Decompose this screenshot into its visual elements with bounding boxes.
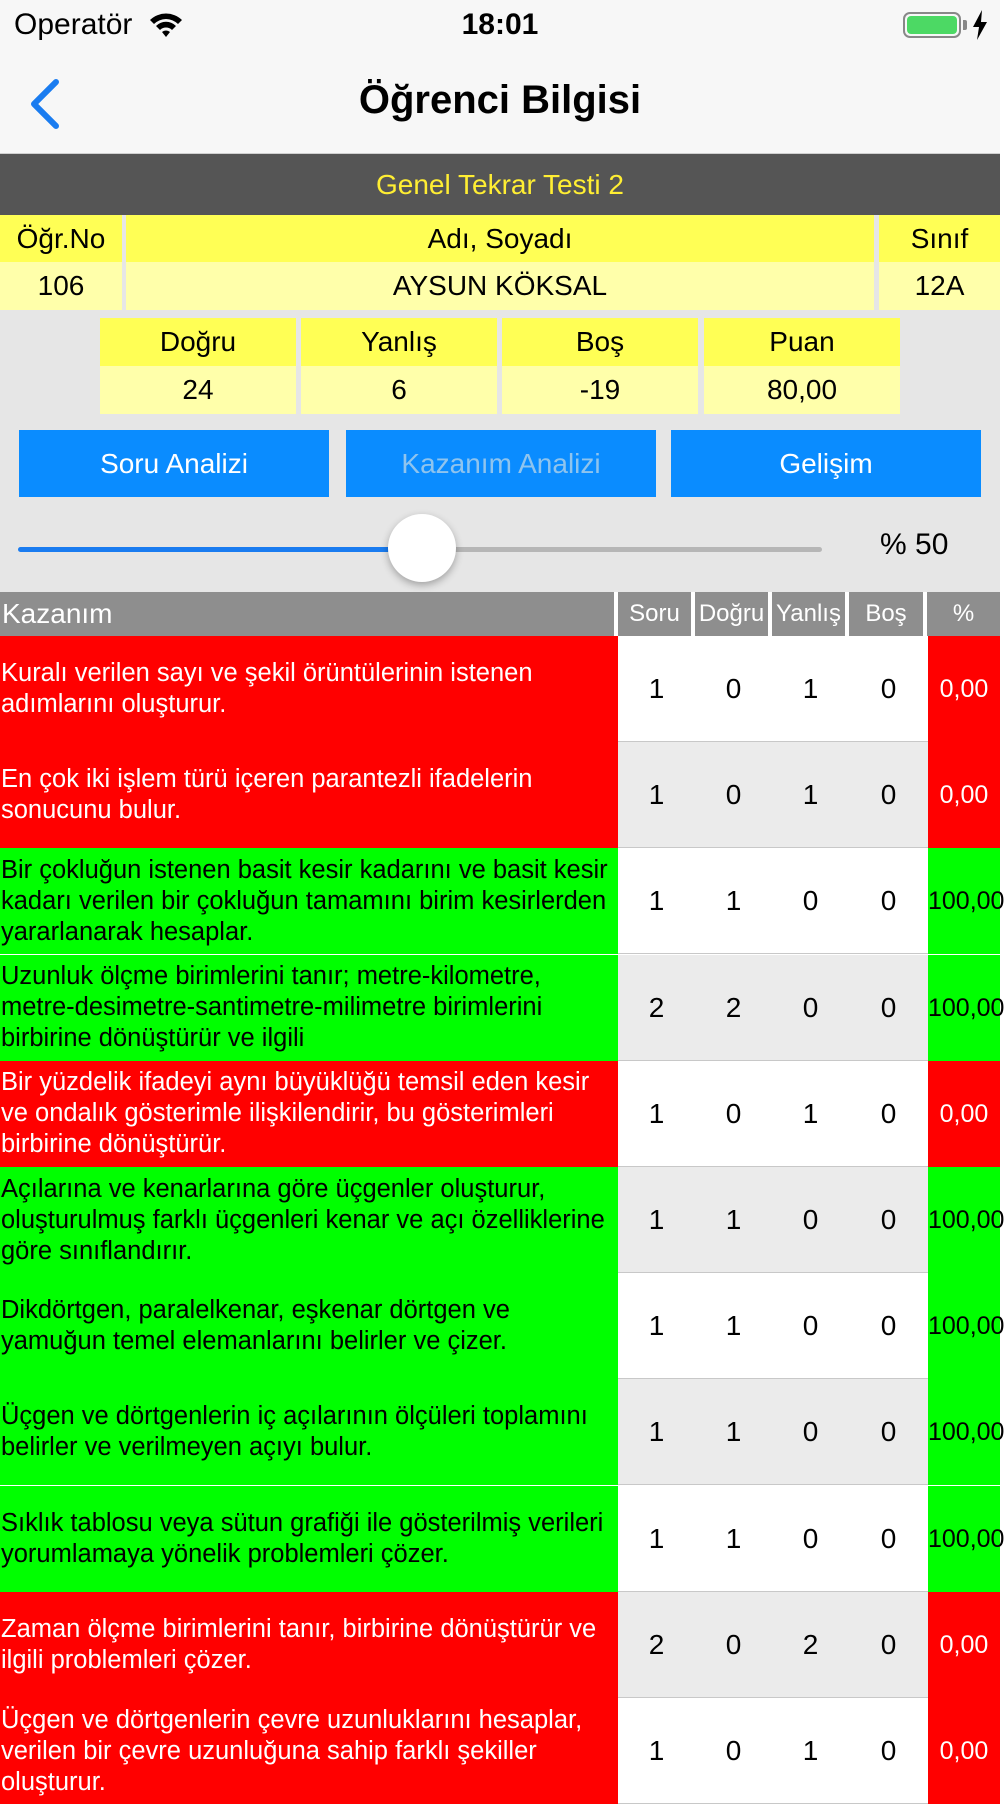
- soru-cell: 1: [618, 1061, 695, 1167]
- yanlis-cell: 1: [772, 742, 849, 848]
- dogru-cell: 2: [695, 955, 772, 1061]
- page-title: Öğrenci Bilgisi: [358, 78, 642, 122]
- percent-cell: 0,00: [928, 742, 1000, 848]
- dogru-cell: 0: [695, 1698, 772, 1804]
- kazanim-text: Üçgen ve dörtgenlerin iç açılarının ölçüleri toplamını belirler ve verilmeyen açıyı bulur.: [0, 1379, 618, 1485]
- gelisim-button[interactable]: Gelişim: [671, 430, 981, 497]
- dogru-cell: 0: [695, 742, 772, 848]
- dogru-cell: 1: [695, 1486, 772, 1592]
- yanlis-cell: 0: [772, 848, 849, 954]
- percent-cell: 100,00: [928, 1486, 1000, 1592]
- bos-cell: 0: [849, 1698, 928, 1804]
- student-no-header: Öğr.No: [0, 215, 122, 262]
- percent-column-header: %: [927, 592, 1000, 636]
- bos-column-header: Boş: [849, 592, 923, 636]
- kazanim-text: Kuralı verilen sayı ve şekil örüntülerinin istenen adımlarını oluşturur.: [0, 636, 618, 742]
- kazanim-text: Açılarına ve kenarlarına göre üçgenler oluşturur, oluşturulmuş farklı üçgenleri kenar ve açı özelliklerine göre sınıflandırır.: [0, 1167, 618, 1273]
- yanlis-value: 6: [301, 366, 497, 414]
- yanlis-cell: 1: [772, 1061, 849, 1167]
- student-name-header: Adı, Soyadı: [126, 215, 874, 262]
- percent-cell: 100,00: [928, 848, 1000, 954]
- soru-cell: 1: [618, 1486, 695, 1592]
- slider-value-label: % 50: [880, 528, 949, 561]
- table-row[interactable]: [0, 1592, 1000, 1698]
- dogru-column-header: Doğru: [695, 592, 768, 636]
- bos-cell: 0: [849, 636, 928, 742]
- table-row[interactable]: [0, 1698, 1000, 1804]
- yanlis-cell: 0: [772, 955, 849, 1061]
- kazanim-text: Bir çokluğun istenen basit kesir kadarını ve basit kesir kadarı verilen bir çokluğun tamamını birim kesirlerden yararlanarak hesaplar.: [0, 848, 618, 954]
- table-row[interactable]: [0, 742, 1000, 848]
- table-row[interactable]: [0, 1061, 1000, 1167]
- table-row[interactable]: [0, 1486, 1004, 1592]
- dogru-cell: 0: [695, 1592, 772, 1698]
- table-row[interactable]: [0, 636, 1000, 742]
- dogru-header: Doğru: [100, 318, 296, 366]
- yanlis-cell: 2: [772, 1592, 849, 1698]
- kazanim-text: Sıklık tablosu veya sütun grafiği ile gösterilmiş verileri yorumlamaya yönelik problemleri çözer.: [0, 1486, 618, 1592]
- table-row[interactable]: [0, 1167, 1004, 1273]
- bos-header: Boş: [502, 318, 698, 366]
- soru-cell: 2: [618, 955, 695, 1061]
- bos-cell: 0: [849, 1061, 928, 1167]
- test-title: Genel Tekrar Testi 2: [0, 154, 1000, 215]
- percent-cell: 100,00: [928, 1167, 1000, 1273]
- soru-cell: 1: [618, 1167, 695, 1273]
- student-no-value: 106: [0, 262, 122, 310]
- student-info-panel: [0, 154, 1000, 592]
- bos-cell: 0: [849, 1167, 928, 1273]
- student-class-value: 12A: [879, 262, 1000, 310]
- soru-cell: 1: [618, 848, 695, 954]
- slider-track-empty[interactable]: [422, 547, 822, 552]
- dogru-cell: 0: [695, 1061, 772, 1167]
- yanlis-cell: 1: [772, 1698, 849, 1804]
- slider-track-filled[interactable]: [18, 547, 422, 552]
- carrier-label: Operatör: [14, 8, 133, 41]
- dogru-cell: 1: [695, 1379, 772, 1485]
- table-row[interactable]: [0, 848, 1004, 954]
- kazanim-text: Bir yüzdelik ifadeyi aynı büyüklüğü temsil eden kesir ve ondalık gösterimle ilişkilendirir, bu gösterimleri birbirine dönüştürür.: [0, 1061, 618, 1167]
- soru-analizi-button[interactable]: Soru Analizi: [19, 430, 329, 497]
- bos-value: -19: [502, 366, 698, 414]
- yanlis-cell: 1: [772, 636, 849, 742]
- yanlis-cell: 0: [772, 1379, 849, 1485]
- puan-header: Puan: [704, 318, 900, 366]
- navigation-bar: [0, 52, 1000, 154]
- student-name-value: AYSUN KÖKSAL: [126, 262, 874, 310]
- table-row[interactable]: [0, 955, 1004, 1061]
- table-row[interactable]: [0, 1379, 1004, 1485]
- yanlis-cell: 0: [772, 1486, 849, 1592]
- battery-icon: [903, 12, 961, 38]
- percent-cell: 0,00: [928, 1698, 1000, 1804]
- charging-bolt-icon: [971, 10, 989, 40]
- status-bar: [0, 0, 1000, 52]
- puan-value: 80,00: [704, 366, 900, 414]
- battery-tip: [963, 20, 967, 30]
- kazanim-text: Dikdörtgen, paralelkenar, eşkenar dörtgen ve yamuğun temel elemanlarını belirler ve çizer.: [0, 1273, 618, 1379]
- bos-cell: 0: [849, 955, 928, 1061]
- dogru-cell: 1: [695, 848, 772, 954]
- yanlis-header: Yanlış: [301, 318, 497, 366]
- slider-thumb[interactable]: [388, 514, 456, 582]
- percent-cell: 100,00: [928, 955, 1000, 1061]
- student-class-header: Sınıf: [879, 215, 1000, 262]
- kazanim-text: Üçgen ve dörtgenlerin çevre uzunluklarını hesaplar, verilen bir çevre uzunluğuna sahip farklı şekiller oluşturur.: [0, 1698, 618, 1804]
- bos-cell: 0: [849, 742, 928, 848]
- soru-cell: 2: [618, 1592, 695, 1698]
- kazanim-column-header: Kazanım: [0, 592, 614, 636]
- dogru-value: 24: [100, 366, 296, 414]
- soru-cell: 1: [618, 636, 695, 742]
- soru-cell: 1: [618, 742, 695, 848]
- soru-cell: 1: [618, 1379, 695, 1485]
- yanlis-column-header: Yanlış: [772, 592, 845, 636]
- clock: 18:01: [461, 8, 539, 41]
- percent-cell: 0,00: [928, 636, 1000, 742]
- bos-cell: 0: [849, 1592, 928, 1698]
- dogru-cell: 0: [695, 636, 772, 742]
- soru-cell: 1: [618, 1698, 695, 1804]
- kazanim-analizi-button[interactable]: Kazanım Analizi: [346, 430, 656, 497]
- dogru-cell: 1: [695, 1273, 772, 1379]
- yanlis-cell: 0: [772, 1273, 849, 1379]
- percent-cell: 0,00: [928, 1061, 1000, 1167]
- percent-cell: 100,00: [928, 1379, 1000, 1485]
- kazanim-text: Uzunluk ölçme birimlerini tanır; metre-kilometre, metre-desimetre-santimetre-milimetre birimlerini birbirine dönüştürür ve ilgili: [0, 955, 618, 1061]
- soru-column-header: Soru: [618, 592, 691, 636]
- bos-cell: 0: [849, 1273, 928, 1379]
- percent-cell: 100,00: [928, 1273, 1000, 1379]
- kazanim-text: Zaman ölçme birimlerini tanır, birbirine dönüştürür ve ilgili problemleri çözer.: [0, 1592, 618, 1698]
- yanlis-cell: 0: [772, 1167, 849, 1273]
- percent-cell: 0,00: [928, 1592, 1000, 1698]
- kazanim-text: En çok iki işlem türü içeren parantezli ifadelerin sonucunu bulur.: [0, 742, 618, 848]
- table-header: [0, 592, 1000, 636]
- bos-cell: 0: [849, 1486, 928, 1592]
- soru-cell: 1: [618, 1273, 695, 1379]
- bos-cell: 0: [849, 1379, 928, 1485]
- bos-cell: 0: [849, 848, 928, 954]
- dogru-cell: 1: [695, 1167, 772, 1273]
- table-row[interactable]: [0, 1273, 1004, 1379]
